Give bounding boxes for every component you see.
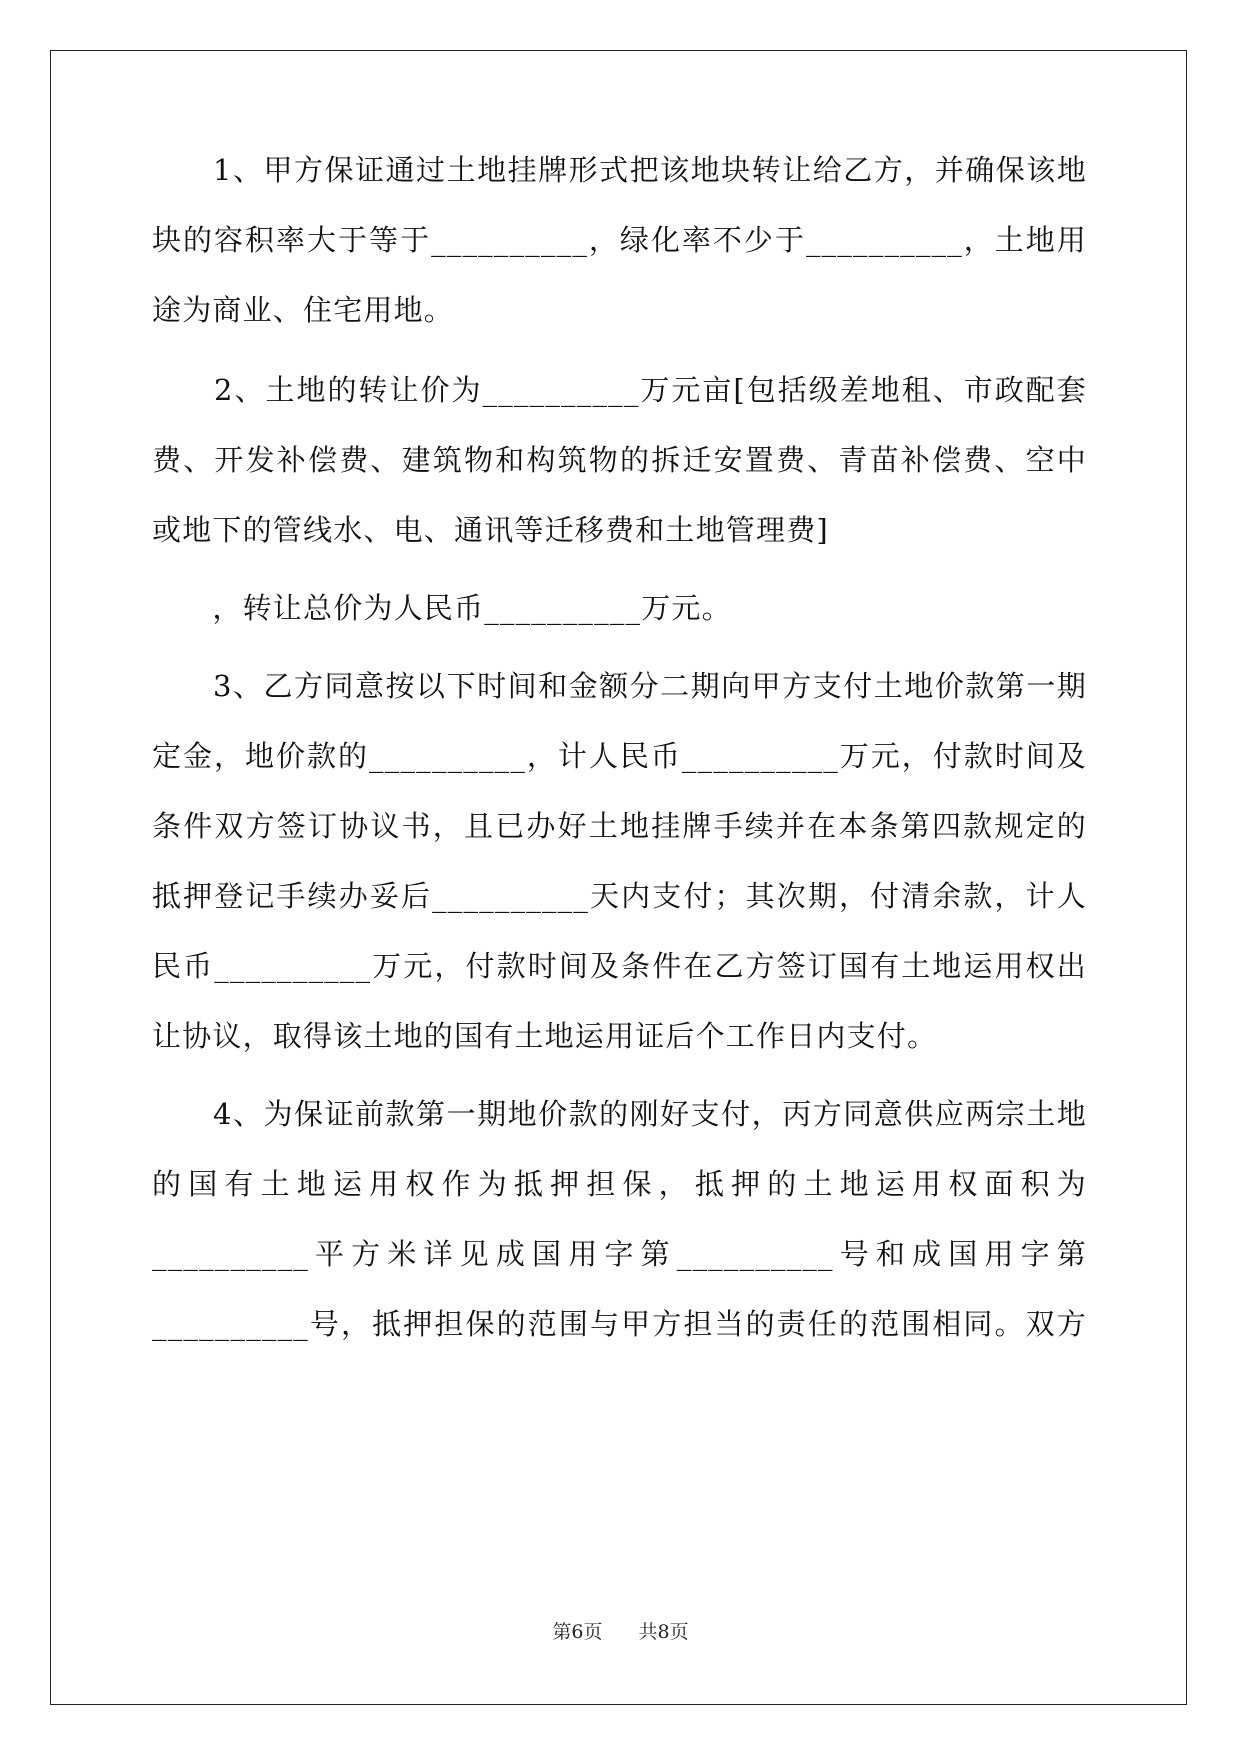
text-line: 定金，地价款的__________，计人民币__________万元，付款时间及 bbox=[152, 739, 1087, 773]
text-line: 3、乙方同意按以下时间和金额分二期向甲方支付土地价款第一期 bbox=[152, 669, 1087, 703]
page-footer bbox=[0, 1620, 1241, 1644]
text-line: ，转让总价为人民币__________万元。 bbox=[152, 591, 732, 625]
text-line: __________平方米详见成国用字第__________号和成国用字第 bbox=[152, 1237, 1087, 1271]
page-number: 第6页 bbox=[552, 1621, 603, 1643]
page-total: 共8页 bbox=[638, 1621, 689, 1643]
text-line: 民币__________万元，付款时间及条件在乙方签订国有土地运用权出 bbox=[152, 949, 1087, 983]
text-line: 1、甲方保证通过土地挂牌形式把该地块转让给乙方，并确保该地 bbox=[152, 153, 1087, 187]
text-line: 途为商业、住宅用地。 bbox=[152, 293, 455, 327]
text-line: 块的容积率大于等于__________，绿化率不少于__________，土地用 bbox=[152, 223, 1087, 257]
text-line: 的国有土地运用权作为抵押担保，抵押的土地运用权面积为 bbox=[152, 1167, 1087, 1201]
text-line: 4、为保证前款第一期地价款的刚好支付，丙方同意供应两宗土地 bbox=[152, 1097, 1087, 1131]
text-line: 条件双方签订协议书，且已办好土地挂牌手续并在本条第四款规定的 bbox=[152, 809, 1087, 843]
text-line: 费、开发补偿费、建筑物和构筑物的拆迁安置费、青苗补偿费、空中 bbox=[152, 443, 1087, 477]
text-line: 或地下的管线水、电、通讯等迁移费和土地管理费] bbox=[152, 513, 829, 547]
text-line: __________号，抵押担保的范围与甲方担当的责任的范围相同。双方 bbox=[152, 1307, 1087, 1341]
text-line: 抵押登记手续办妥后__________天内支付；其次期，付清余款，计人 bbox=[152, 879, 1087, 913]
text-line: 让协议，取得该土地的国有土地运用证后个工作日内支付。 bbox=[152, 1019, 938, 1053]
text-line: 2、土地的转让价为__________万元亩[包括级差地租、市政配套 bbox=[152, 373, 1087, 407]
